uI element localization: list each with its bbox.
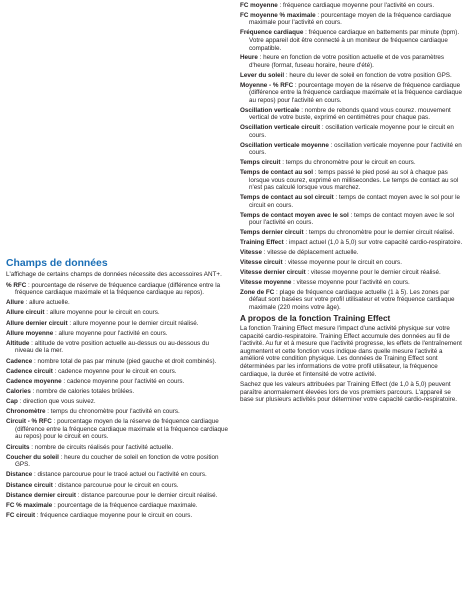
data-field-term: Circuits: [6, 443, 30, 451]
data-field-entry: [240, 124, 466, 139]
data-field-term: Temps de contact au sol: [240, 169, 314, 177]
data-field-entry: [240, 82, 466, 105]
data-field-term: Cadence: [6, 357, 33, 365]
data-field-description: : cadence moyenne pour le circuit en cours.: [52, 367, 177, 375]
data-field-entry: [240, 72, 466, 80]
data-field-term: Zone de FC: [240, 288, 275, 296]
data-field-entry: [240, 12, 466, 27]
data-field-entry: [240, 194, 466, 209]
data-field-term: Cadence circuit: [6, 367, 53, 375]
data-field-description: : temps passé le pied posé au sol à chaque pas lorsque vous courez, exprimé en millisecondes. Le temps de contact au sol n'est pas calculé lorsque vous marchez.: [249, 169, 459, 192]
data-field-term: Vitesse circuit: [240, 259, 283, 267]
data-field-description: : nombre de circuits réalisés pour l'activité actuelle.: [29, 443, 174, 451]
data-field-entry: [6, 398, 229, 406]
data-field-entry: [240, 29, 466, 52]
data-field-description: : altitude de votre position actuelle au-dessus ou au-dessous du niveau de la mer.: [15, 339, 210, 355]
data-field-term: Allure circuit: [6, 309, 45, 317]
data-field-term: Cadence moyenne: [6, 377, 62, 385]
left-column: [6, 0, 229, 522]
data-field-description: : nombre total de pas par minute (pied gauche et droit combinés).: [32, 357, 217, 365]
data-field-description: : temps de contact moyen avec le sol pour l'activité en cours.: [249, 211, 455, 227]
data-field-term: Distance dernier circuit: [6, 491, 76, 499]
data-field-term: Oscillation verticale circuit: [240, 124, 321, 132]
data-field-term: Vitesse dernier circuit: [240, 269, 306, 277]
data-field-term: Circuit - % RFC: [6, 418, 52, 426]
training-effect-paragraph-2: Sachez que les valeurs attribuées par Training Effect (de 1,0 à 5,0) peuvent paraître anormalement élevées lors de vos premiers parcours. L'appareil se base sur plusieurs activités pour déterminer votre capacité cardio-respiratoire.: [240, 381, 457, 404]
data-field-description: : oscillation verticale moyenne pour l'activité en cours.: [249, 141, 462, 157]
data-field-term: % RFC: [6, 281, 27, 289]
data-field-entry: [6, 388, 229, 396]
data-field-entry: [240, 2, 466, 10]
data-field-term: Heure: [240, 54, 258, 62]
data-field-entry: [6, 340, 229, 355]
data-field-description: : pourcentage moyen de la réserve de fréquence cardiaque (différence entre la fréquence cardiaque maximale et la fréquence cardiaque au repos) pour l'activité en cours.: [249, 81, 463, 104]
data-field-description: : allure moyenne pour l'activité en cours.: [53, 329, 168, 337]
right-entry-list: [240, 2, 466, 312]
data-field-description: : temps du chronomètre pour le dernier circuit réalisé.: [303, 229, 455, 237]
data-field-entry: [6, 471, 229, 479]
data-field-entry: [6, 282, 229, 297]
data-field-term: Temps de contact moyen avec le sol: [240, 211, 349, 219]
data-field-entry: [6, 320, 229, 328]
data-field-entry: [240, 279, 466, 287]
data-field-entry: [6, 418, 229, 441]
data-field-description: : allure actuelle.: [23, 299, 70, 307]
data-field-entry: [240, 229, 466, 237]
data-field-description: : pourcentage de la fréquence cardiaque maximale.: [52, 501, 198, 509]
left-entry-list: [6, 282, 229, 520]
data-field-description: : vitesse moyenne pour le dernier circuit réalisé.: [305, 269, 441, 277]
data-field-description: : fréquence cardiaque en battements par minute (bpm). Votre appareil doit être connecté à un moniteur de fréquence cardiaque compatible.: [249, 29, 460, 52]
data-field-entry: [6, 299, 229, 307]
data-field-description: : vitesse de déplacement actuelle.: [261, 249, 359, 257]
data-field-term: Allure moyenne: [6, 329, 54, 337]
data-field-description: : temps de contact moyen avec le sol pour le circuit en cours.: [249, 194, 461, 209]
data-field-entry: [6, 408, 229, 416]
data-field-term: Coucher du soleil: [6, 453, 59, 461]
data-field-entry: [240, 249, 466, 257]
data-field-entry: [6, 368, 229, 376]
data-field-term: Fréquence cardiaque: [240, 29, 304, 37]
data-field-description: : nombre de rebonds quand vous courez. mouvement vertical de votre buste, exprimé en centimètres pour chaque pas.: [249, 106, 451, 122]
data-field-description: : fréquence cardiaque moyenne pour l'activité en cours.: [277, 2, 435, 9]
data-field-entry: [6, 454, 229, 469]
data-field-entry: [240, 142, 466, 157]
data-field-term: FC moyenne: [240, 2, 278, 9]
data-field-entry: [6, 492, 229, 500]
data-field-term: FC circuit: [6, 512, 36, 519]
data-field-entry: [240, 259, 466, 267]
data-field-term: Vitesse: [240, 249, 262, 257]
data-field-entry: [240, 289, 466, 312]
data-field-entry: [6, 482, 229, 490]
data-field-term: Temps de contact au sol circuit: [240, 194, 334, 202]
data-field-description: : nombre de calories totales brûlées.: [30, 387, 135, 395]
data-field-entry: [6, 502, 229, 510]
data-field-description: : direction que vous suivez.: [17, 398, 96, 406]
data-field-term: Moyenne - % RFC: [240, 81, 294, 89]
data-field-term: Distance circuit: [6, 481, 53, 489]
data-field-description: : distance parcourue pour le dernier circuit réalisé.: [76, 491, 218, 499]
sub-heading-training-effect: A propos de la fonction Training Effect: [240, 313, 391, 323]
data-field-entry: [240, 269, 466, 277]
data-field-term: FC % maximale: [6, 501, 53, 509]
data-field-description: : allure moyenne pour le circuit en cours.: [44, 309, 160, 317]
data-field-description: : heure du coucher de soleil en fonction de votre position GPS.: [15, 453, 219, 469]
data-field-term: Allure: [6, 299, 24, 307]
right-column: [240, 0, 466, 407]
data-field-entry: [6, 358, 229, 366]
data-field-description: : cadence moyenne pour l'activité en cours.: [61, 377, 185, 385]
data-field-term: Calories: [6, 387, 31, 395]
data-field-entry: [240, 159, 466, 167]
data-field-term: Distance: [6, 471, 33, 479]
data-field-entry: [240, 169, 466, 192]
data-field-description: : heure en fonction de votre position actuelle et de vos paramètres d'heure (format, fuseau horaire, heure d'été).: [249, 54, 445, 69]
data-field-entry: [240, 107, 466, 122]
section-heading-champs-de-donnees: Champs de données: [6, 258, 108, 269]
data-field-description: : pourcentage moyen de la réserve de fréquence cardiaque (différence entre la fréquence cardiaque maximale et la fréquence cardiaque au repos) pour le circuit en cours.: [15, 418, 229, 441]
data-field-entry: [6, 512, 229, 520]
data-field-term: Temps circuit: [240, 159, 281, 167]
data-field-description: : allure moyenne pour le dernier circuit réalisé.: [67, 319, 199, 327]
data-field-term: Allure dernier circuit: [6, 319, 68, 327]
data-field-description: : oscillation verticale moyenne pour le circuit en cours.: [249, 124, 454, 139]
data-field-term: Training Effect: [240, 239, 284, 247]
data-field-term: Temps dernier circuit: [240, 229, 304, 237]
data-field-entry: [6, 444, 229, 452]
data-field-term: Cap: [6, 398, 18, 406]
data-field-description: : distance parcourue pour le tracé actuel ou l'activité en cours.: [32, 471, 207, 479]
data-field-description: : vitesse moyenne pour le circuit en cours.: [282, 259, 402, 267]
data-field-description: : heure du lever de soleil en fonction de votre position GPS.: [284, 71, 452, 79]
data-field-entry: [6, 330, 229, 338]
data-field-term: Lever du soleil: [240, 71, 285, 79]
data-field-description: : vitesse moyenne pour l'activité en cours.: [291, 278, 410, 286]
data-field-term: Oscillation verticale: [240, 106, 300, 114]
data-field-entry: [240, 212, 466, 227]
data-field-term: Oscillation verticale moyenne: [240, 141, 329, 149]
data-field-description: : pourcentage moyen de la fréquence cardiaque maximale pour l'activité en cours.: [249, 11, 452, 27]
data-field-entry: [6, 309, 229, 317]
data-field-term: FC moyenne % maximale: [240, 11, 316, 19]
data-field-entry: [240, 239, 466, 247]
data-field-description: : plage de fréquence cardiaque actuelle (1 à 5). Les zones par défaut sont basées sur votre profil utilisateur et votre fréquence cardiaque maximale (220 moins votre âge).: [249, 288, 455, 312]
data-field-description: : pourcentage de réserve de fréquence cardiaque (différence entre la fréquence cardiaque maximale et la fréquence cardiaque au repos).: [15, 281, 221, 297]
training-effect-paragraph-1: La fonction Training Effect mesure l'impact d'une activité physique sur votre capacité cardio-respiratoire. Training Effect accumule des données au fil de l'activité. Au fur et à mesure que l'activité progresse, les effets de l'entraînement augmentent et cette fonction vous indique dans quelle mesure l'activité a amélioré votre condition physique. Les données de Training Effect sont déterminées par les informations de votre profil utilisateur, la fréquence cardiaque, la durée et l'intensité de votre activité.: [240, 324, 462, 378]
data-field-term: Chronomètre: [6, 408, 46, 416]
data-field-description: : impact actuel (1,0 à 5,0) sur votre capacité cardio-respiratoire.: [283, 239, 463, 247]
data-field-term: Vitesse moyenne: [240, 278, 292, 286]
data-field-description: : temps du chronomètre pour le circuit en cours.: [280, 159, 416, 167]
data-field-term: Altitude: [6, 339, 30, 347]
data-field-entry: [240, 54, 466, 69]
data-field-description: : distance parcourue pour le circuit en cours.: [52, 481, 179, 489]
intro-paragraph: L'affichage de certains champs de données nécessite des accessoires ANT+.: [6, 271, 222, 278]
data-field-description: : fréquence cardiaque moyenne pour le circuit en cours.: [35, 512, 193, 519]
data-field-entry: [6, 378, 229, 386]
data-field-description: : temps du chronomètre pour l'activité en cours.: [45, 408, 180, 416]
